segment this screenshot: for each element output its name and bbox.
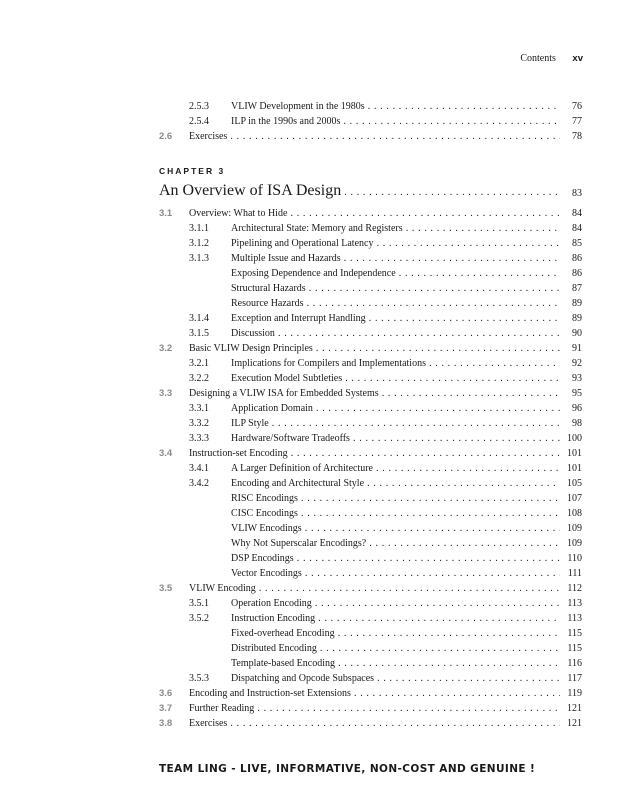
toc-entry-page: 113 bbox=[567, 598, 582, 609]
toc-entry-page: 96 bbox=[572, 403, 582, 414]
toc-entry-title: Resource Hazards . . . bbox=[231, 296, 560, 311]
toc-entry[interactable] bbox=[159, 536, 582, 551]
toc-entry-title: Why Not Superscalar Encodings? . . . bbox=[231, 536, 560, 551]
toc-entry-number: 3.3 bbox=[159, 388, 173, 399]
toc-entry-page: 119 bbox=[567, 688, 582, 699]
toc-entry-number: 3.5.3 bbox=[189, 673, 209, 684]
running-head-page-number: xv bbox=[572, 53, 583, 64]
toc-entry[interactable] bbox=[159, 401, 582, 416]
toc-entry-page: 91 bbox=[572, 343, 582, 354]
toc-entry-title: A Larger Definition of Architecture . . . bbox=[231, 461, 560, 476]
toc-entry-title: Exercises . . . bbox=[189, 129, 560, 144]
toc-entry[interactable] bbox=[159, 491, 582, 506]
toc-entry[interactable] bbox=[159, 461, 582, 476]
toc-entry[interactable] bbox=[159, 596, 582, 611]
toc-entry[interactable] bbox=[159, 611, 582, 626]
toc-entry-page: 90 bbox=[572, 328, 582, 339]
toc-entry[interactable] bbox=[159, 581, 582, 596]
toc-entry-title: VLIW Encodings . . . bbox=[231, 521, 560, 536]
chapter-heading[interactable] bbox=[159, 181, 582, 201]
toc-entry-title: Distributed Encoding . . . bbox=[231, 641, 560, 656]
toc-entry[interactable] bbox=[159, 236, 582, 251]
toc-entry-page: 107 bbox=[567, 493, 582, 504]
toc-entry-title: DSP Encodings . . . bbox=[231, 551, 560, 566]
toc-entry-number: 3.1.4 bbox=[189, 313, 209, 324]
toc-entry-title: Structural Hazards . . . bbox=[231, 281, 560, 296]
toc-entry-page: 112 bbox=[567, 583, 582, 594]
toc-entry-page: 101 bbox=[567, 448, 582, 459]
toc-entry-page: 109 bbox=[567, 538, 582, 549]
toc-entry[interactable] bbox=[159, 476, 582, 491]
toc-entry-number: 3.3.3 bbox=[189, 433, 209, 444]
toc-entry-number: 3.2 bbox=[159, 343, 173, 354]
toc-entry-title: VLIW Encoding . . . bbox=[189, 581, 560, 596]
toc-entry-title: Instruction Encoding . . . bbox=[231, 611, 560, 626]
toc-entry[interactable] bbox=[159, 686, 582, 701]
toc-entry-title: Encoding and Instruction-set Extensions . . . bbox=[189, 686, 560, 701]
toc-entry-page: 108 bbox=[567, 508, 582, 519]
toc-entry-number: 3.3.1 bbox=[189, 403, 209, 414]
toc-entry[interactable] bbox=[159, 386, 582, 401]
toc-entry-title: Multiple Issue and Hazards . . . bbox=[231, 251, 560, 266]
toc-entry[interactable] bbox=[159, 431, 582, 446]
toc-entry[interactable] bbox=[159, 671, 582, 686]
toc-entry-page: 77 bbox=[572, 116, 582, 127]
toc-entry[interactable] bbox=[159, 716, 582, 731]
toc-entry-number: 2.6 bbox=[159, 131, 173, 142]
toc-entry-page: 92 bbox=[572, 358, 582, 369]
toc-entry-title: Hardware/Software Tradeoffs . . . bbox=[231, 431, 560, 446]
toc-entry-number: 3.2.1 bbox=[189, 358, 209, 369]
toc-entry-title: Implications for Compilers and Implementations . . . bbox=[231, 356, 560, 371]
toc-entry[interactable] bbox=[159, 114, 582, 129]
toc-entry-page: 121 bbox=[567, 703, 582, 714]
toc-entry-number: 3.5.1 bbox=[189, 598, 209, 609]
toc-entry-number: 3.1.2 bbox=[189, 238, 209, 249]
toc-entry-title: ILP in the 1990s and 2000s . . . bbox=[231, 114, 560, 129]
toc-entry-title: Instruction-set Encoding . . . bbox=[189, 446, 560, 461]
running-head-title: Contents bbox=[520, 53, 556, 64]
toc-entry-title: Designing a VLIW ISA for Embedded Systems . . . bbox=[189, 386, 560, 401]
toc-entry-number: 3.6 bbox=[159, 688, 173, 699]
toc-entry-page: 89 bbox=[572, 313, 582, 324]
toc-entry[interactable] bbox=[159, 266, 582, 281]
toc-entry[interactable] bbox=[159, 701, 582, 716]
toc-entry[interactable] bbox=[159, 446, 582, 461]
toc-entry[interactable] bbox=[159, 371, 582, 386]
toc-entry-page: 101 bbox=[567, 463, 582, 474]
toc-entry-number: 3.4.2 bbox=[189, 478, 209, 489]
toc-entry-page: 115 bbox=[567, 643, 582, 654]
toc-entry-number: 3.8 bbox=[159, 718, 173, 729]
toc-entry-title: ILP Style . . . bbox=[231, 416, 560, 431]
toc-entry-title: Discussion . . . bbox=[231, 326, 560, 341]
toc-entry-page: 115 bbox=[567, 628, 582, 639]
toc-entry-number: 3.4.1 bbox=[189, 463, 209, 474]
chapter-label: CHAPTER 3 bbox=[159, 166, 226, 176]
toc-entry-page: 89 bbox=[572, 298, 582, 309]
toc-entry-page: 121 bbox=[567, 718, 582, 729]
toc-entry[interactable] bbox=[159, 341, 582, 356]
toc-entry-title: Architectural State: Memory and Registers . . . bbox=[231, 221, 560, 236]
toc-entry-page: 116 bbox=[567, 658, 582, 669]
toc-entry-title: Dispatching and Opcode Subspaces . . . bbox=[231, 671, 560, 686]
chapter-page-number: 83 bbox=[572, 188, 582, 199]
toc-entry-page: 109 bbox=[567, 523, 582, 534]
toc-entry-page: 100 bbox=[567, 433, 582, 444]
toc-entry-title: Exercises . . . bbox=[189, 716, 560, 731]
toc-entry-page: 78 bbox=[572, 131, 582, 142]
toc-entry-number: 3.3.2 bbox=[189, 418, 209, 429]
toc-entry-page: 113 bbox=[567, 613, 582, 624]
toc-entry-number: 3.2.2 bbox=[189, 373, 209, 384]
toc-entry-page: 117 bbox=[567, 673, 582, 684]
toc-entry-page: 111 bbox=[567, 568, 582, 579]
running-head bbox=[520, 53, 583, 64]
toc-entry-title: Basic VLIW Design Principles . . . bbox=[189, 341, 560, 356]
toc-entry[interactable] bbox=[159, 566, 582, 581]
toc-entry-page: 85 bbox=[572, 238, 582, 249]
toc-entry-number: 3.1.3 bbox=[189, 253, 209, 264]
toc-entry-number: 3.1.1 bbox=[189, 223, 209, 234]
toc-entry-page: 84 bbox=[572, 208, 582, 219]
toc-entry-page: 76 bbox=[572, 101, 582, 112]
toc-entry-title: Exposing Dependence and Independence . . . bbox=[231, 266, 560, 281]
toc-entry-title: Template-based Encoding . . . bbox=[231, 656, 560, 671]
toc-entry[interactable] bbox=[159, 221, 582, 236]
toc-entry-title: Execution Model Subtleties . . . bbox=[231, 371, 560, 386]
toc-entry-title: Fixed-overhead Encoding . . . bbox=[231, 626, 560, 641]
toc-entry-title: Application Domain . . . bbox=[231, 401, 560, 416]
toc-entry[interactable] bbox=[159, 281, 582, 296]
toc-entry-number: 3.4 bbox=[159, 448, 173, 459]
toc-entry-number: 3.5.2 bbox=[189, 613, 209, 624]
toc-entry[interactable] bbox=[159, 251, 582, 266]
toc-entry[interactable] bbox=[159, 206, 582, 221]
toc-entry-number: 2.5.3 bbox=[189, 101, 209, 112]
toc-entry-number: 3.5 bbox=[159, 583, 173, 594]
toc-entry[interactable] bbox=[159, 551, 582, 566]
toc-entry[interactable] bbox=[159, 326, 582, 341]
toc-entry[interactable] bbox=[159, 416, 582, 431]
toc-entry-title: Pipelining and Operational Latency . . . bbox=[231, 236, 560, 251]
toc-entry-title: CISC Encodings . . . bbox=[231, 506, 560, 521]
toc-entry-title: RISC Encodings . . . bbox=[231, 491, 560, 506]
toc-entry[interactable] bbox=[159, 506, 582, 521]
toc-entry-number: 3.1.5 bbox=[189, 328, 209, 339]
toc-entry-page: 84 bbox=[572, 223, 582, 234]
toc-entry-title: VLIW Development in the 1980s . . . bbox=[231, 99, 560, 114]
toc-entry-title: Encoding and Architectural Style . . . bbox=[231, 476, 560, 491]
toc-entry-page: 110 bbox=[567, 553, 582, 564]
toc-entry-page: 105 bbox=[567, 478, 582, 489]
toc-entry-page: 98 bbox=[572, 418, 582, 429]
toc-entry-number: 3.7 bbox=[159, 703, 173, 714]
toc-entry-title: Further Reading . . . bbox=[189, 701, 560, 716]
toc-entry-title: Vector Encodings . . . bbox=[231, 566, 560, 581]
toc-entry-page: 86 bbox=[572, 268, 582, 279]
toc-entry[interactable] bbox=[159, 641, 582, 656]
toc-entry[interactable] bbox=[159, 656, 582, 671]
toc-entry-number: 3.1 bbox=[159, 208, 173, 219]
chapter-title: An Overview of ISA Design . . . bbox=[159, 181, 560, 203]
toc-entry[interactable] bbox=[159, 626, 582, 641]
toc-entry-page: 95 bbox=[572, 388, 582, 399]
footer-watermark: TEAM LING - LIVE, INFORMATIVE, NON-COST AND GENUINE ! bbox=[159, 763, 536, 775]
toc-entry[interactable] bbox=[159, 129, 582, 144]
toc-entry[interactable] bbox=[159, 521, 582, 536]
toc-entry-page: 86 bbox=[572, 253, 582, 264]
toc-entry-title: Overview: What to Hide . . . bbox=[189, 206, 560, 221]
toc-entry[interactable] bbox=[159, 296, 582, 311]
toc-entry[interactable] bbox=[159, 311, 582, 326]
toc-entry-number: 2.5.4 bbox=[189, 116, 209, 127]
toc-entry[interactable] bbox=[159, 99, 582, 114]
toc-entry-page: 93 bbox=[572, 373, 582, 384]
toc-entry-title: Operation Encoding . . . bbox=[231, 596, 560, 611]
toc-entry[interactable] bbox=[159, 356, 582, 371]
toc-entry-title: Exception and Interrupt Handling . . . bbox=[231, 311, 560, 326]
toc-entry-page: 87 bbox=[572, 283, 582, 294]
